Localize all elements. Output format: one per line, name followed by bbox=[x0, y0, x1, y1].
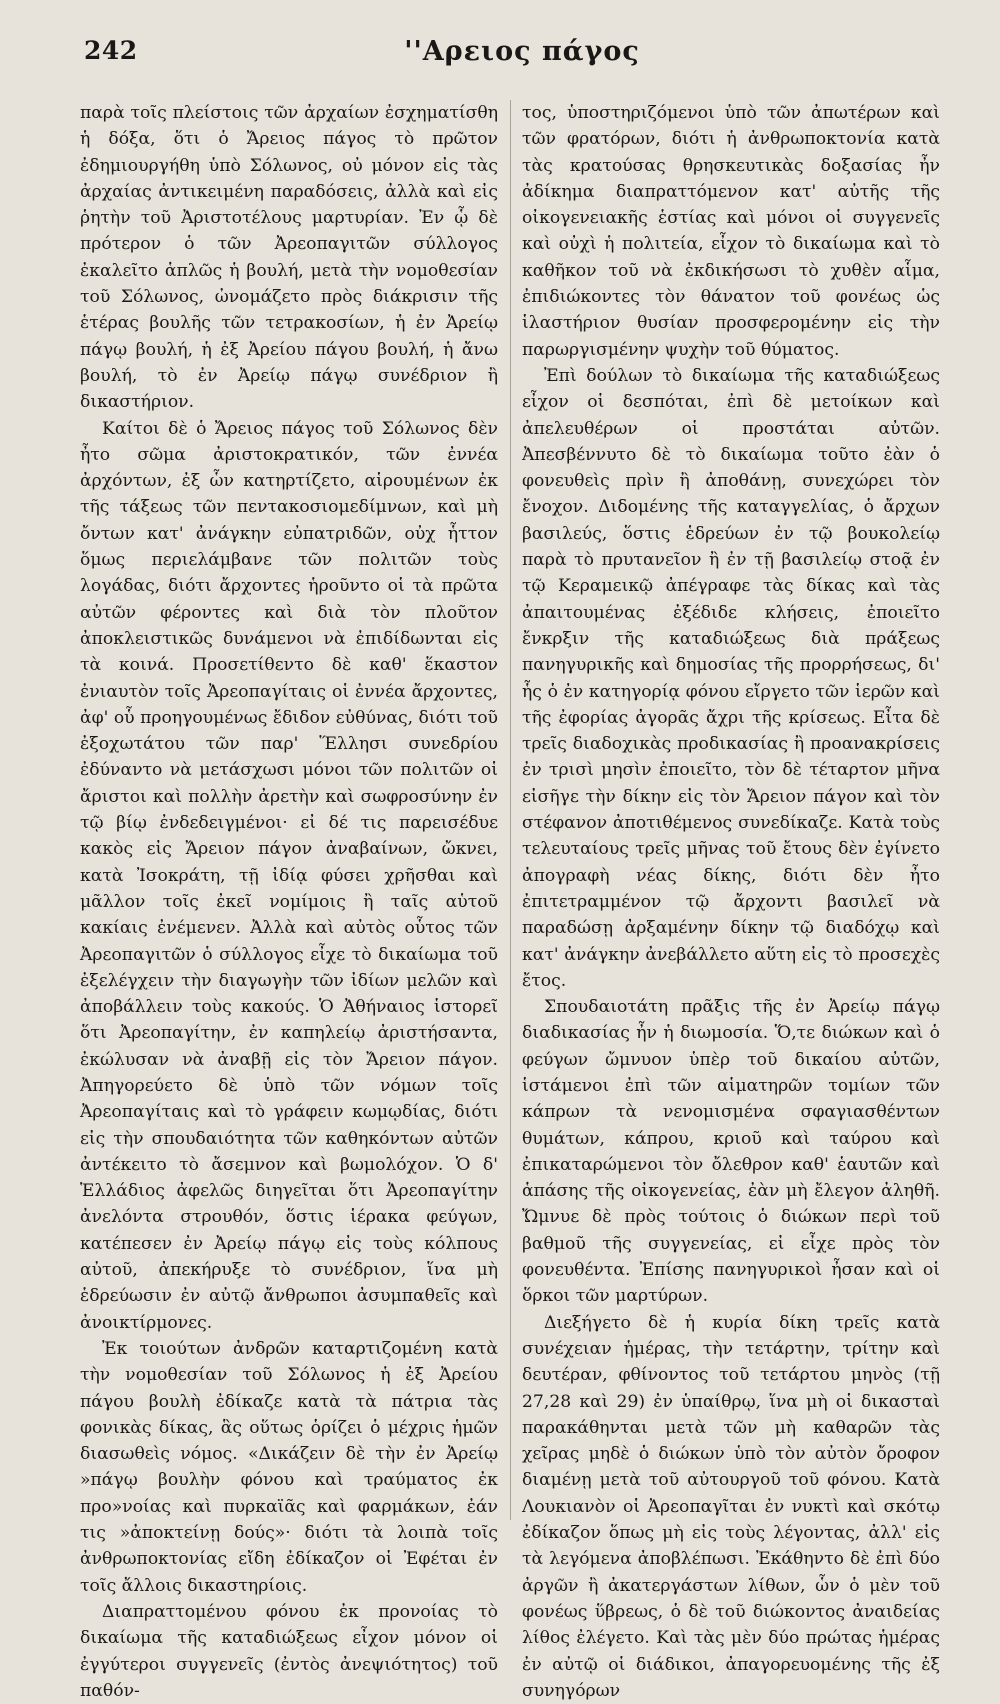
paragraph: Σπουδαιοτάτη πρᾶξις τῆς ἐν Ἀρείῳ πάγῳ διαδικασίας ἦν ἡ διωμοσία. Ὅ,τε διώκων καὶ ὁ φεύγων ὤμνυον ὑπὲρ τοῦ δικαίου αὐτῶν, ἱστάμενοι ἐπὶ τῶν αἱματηρῶν τομίων τῶν κάπρων τὰ νενομισμένα σφαγιασθέντων θυμάτων, κάπρου, κριοῦ καὶ ταύρου καὶ ἐπικαταρώμενοι τὸν ὄλεθρον καθ' ἑαυτῶν καὶ ἁπάσης τῆς οἰκογενείας, ἐὰν μὴ ἔλεγον ἀληθῆ. Ὤμνυε δὲ πρὸς τούτοις ὁ διώκων περὶ τοῦ βαθμοῦ τῆς συγγενείας, εἰ εἶχε πρὸς τὸν φονευθέντα. Ἐπίσης πανηγυρικοὶ ἦσαν καὶ οἱ ὅρκοι τῶν μαρτύρων. bbox=[522, 997, 940, 1307]
page-number: 242 bbox=[84, 36, 138, 65]
text-columns bbox=[80, 100, 940, 1701]
paragraph: Διαπραττομένου φόνου ἐκ προνοίας τὸ δικαίωμα τῆς καταδιώξεως εἶχον μόνον οἱ ἐγγύτεροι συγγενεῖς (ἐντὸς ἀνεψιότητος) τοῦ παθόν- bbox=[80, 1601, 498, 1701]
column-divider bbox=[510, 100, 511, 1520]
paragraph: τος, ὑποστηριζόμενοι ὑπὸ τῶν ἀπωτέρων καὶ τῶν φρατόρων, διότι ἡ ἀνθρωποκτονία κατὰ τὰς κρατούσας θρησκευτικὰς δοξασίας ἦν ἀδίκημα διαπραττόμενον κατ' αὐτῆς τῆς οἰκογενειακῆς ἑστίας καὶ μόνοι οἱ συγγενεῖς καὶ οὐχὶ ἡ πολιτεία, εἶχον τὸ δικαίωμα καὶ τὸ καθῆκον τοῦ νὰ ἐκδικήσωσι τὸ χυθὲν αἷμα, ἐπιδιώκοντες τὸν θάνατον τοῦ φονέως ὡς ἱλαστήριον θυσίαν προσφερομένην εἰς τὴν παρωργισμένην ψυχὴν τοῦ θύματος. bbox=[522, 103, 940, 360]
running-title: ''Αρειος πάγος bbox=[404, 36, 640, 67]
paragraph: Ἐκ τοιούτων ἀνδρῶν καταρτιζομένη κατὰ τὴν νομοθεσίαν τοῦ Σόλωνος ἡ ἐξ Ἀρείου πάγου βουλὴ ἐδίκαζε κατὰ τὰ πάτρια τὰς φονικὰς δίκας, ἃς οὕτως ὁρίζει ὁ μέχρις ἡμῶν διασωθεὶς νόμος. «Δικάζειν δὲ τὴν ἐν Ἀρείῳ »πάγῳ βουλὴν φόνου καὶ τραύματος ἐκ προ»νοίας καὶ πυρκαϊᾶς καὶ φαρμάκων, ἐάν τις »ἀποκτείνῃ δούς»· διότι τὰ λοιπὰ τοῖς ἀνθρωποκτονίας εἴδη ἐδίκαζον οἱ Ἐφέται ἐν τοῖς ἄλλοις δικαστηρίοις. bbox=[80, 1338, 498, 1596]
running-head bbox=[84, 36, 960, 82]
paragraph: Καίτοι δὲ ὁ Ἄρειος πάγος τοῦ Σόλωνος δὲν ἦτο σῶμα ἀριστοκρατικόν, τῶν ἐννέα ἀρχόντων, ἐξ ὧν κατηρτίζετο, αἱρουμένων ἐκ τῆς τάξεως τῶν πεντακοσιομεδίμνων, καὶ μὴ ὄντων κατ' ἀνάγκην εὐπατριδῶν, οὐχ ἧττον ὅμως περιελάμβανε τῶν πολιτῶν τοὺς λογάδας, διότι ἄρχοντες ἡροῦντο οἱ τὰ πρῶτα αὐτῶν φέροντες καὶ διὰ τὸν πλοῦτον ἀποκλειστικῶς δυνάμενοι νὰ ἐπιδίδωνται εἰς τὰ κοινά. Προσετίθεντο δὲ καθ' ἕκαστον ἐνιαυτὸν τοῖς Ἀρεοπαγίταις οἱ ἐννέα ἄρχοντες, ἀφ' οὗ προηγουμένως ἔδιδον εὐθύνας, διότι τοῦ ἐξοχωτάτου τῶν παρ' Ἕλλησι συνεδρίου ἐδύναντο νὰ μετάσχωσι μόνοι τῶν πολιτῶν οἱ ἄριστοι καὶ πολλὴν ἀρετὴν καὶ σωφροσύνην ἐν τῷ βίῳ ἐνδεδειγμένοι· εἰ δέ τις παρεισέδυε κακὸς εἰς Ἄρειον πάγον ἀναβαίνων, ὤκνει, κατὰ Ἰσοκράτη, τῇ ἰδίᾳ φύσει χρῆσθαι καὶ μᾶλλον τοῖς ἐκεῖ νομίμοις ἢ ταῖς αὑτοῦ κακίαις ἐνέμενεν. Ἀλλὰ καὶ αὐτὸς οὗτος τῶν Ἀρεοπαγιτῶν ὁ σύλλογος εἶχε τὸ δικαίωμα τοῦ ἐξελέγχειν τὴν διαγωγὴν τῶν ἰδίων μελῶν καὶ ἀποβάλλειν τοὺς κακούς. Ὁ Ἀθήναιος ἱστορεῖ ὅτι Ἀρεοπαγίτην, ἐν καπηλείῳ ἀριστήσαντα, ἐκώλυσαν νὰ ἀναβῇ εἰς τὸν Ἄρειον πάγον. Ἀπηγορεύετο δὲ ὑπὸ τῶν νόμων τοῖς Ἀρεοπαγίταις καὶ τὸ γράφειν κωμῳδίας, διότι εἰς τὴν σπουδαιότητα τῶν καθηκόντων αὐτῶν ἀντέκειτο τὸ ἄσεμνον καὶ βωμολόχον. Ὁ δ' Ἑλλάδιος ἀφελῶς διηγεῖται ὅτι Ἀρεοπαγίτην ἀνελόντα στρουθόν, ὅστις ἱέρακα φεύγων, κατέπεσεν ἐν Ἀρείῳ πάγῳ εἰς τοὺς κόλπους αὐτοῦ, ἀπεκήρυξε τὸ συνέδριον, ἵνα μὴ ἑδρεύωσιν ἐν αὐτῷ ἄνθρωποι ἀσυμπαθεῖς καὶ ἀνοικτίρμονες. bbox=[80, 418, 498, 1333]
paragraph: Διεξήγετο δὲ ἡ κυρία δίκη τρεῖς κατὰ συνέχειαν ἡμέρας, τὴν τετάρτην, τρίτην καὶ δευτέραν, φθίνοντος τοῦ τετάρτου μηνὸς (τῇ 27,28 καὶ 29) ἐν ὑπαίθρῳ, ἵνα μὴ οἱ δικασταὶ παρακάθηνται μετὰ τῶν μὴ καθαρῶν τὰς χεῖρας μηδὲ ὁ διώκων ὑπὸ τὸν αὐτὸν ὄροφον διαμένῃ μετὰ τοῦ αὐτουργοῦ τοῦ φόνου. Κατὰ Λουκιανὸν οἱ Ἀρεοπαγῖται ἐν νυκτὶ καὶ σκότῳ ἐδίκαζον ὅπως μὴ εἰς τοὺς λέγοντας, ἀλλ' εἰς τὰ λεγόμενα ἀποβλέπωσι. Ἐκάθηντο δὲ ἐπὶ δύο ἀργῶν ἢ ἀκατεργάστων λίθων, ὧν ὁ μὲν τοῦ φονέως ὕβρεως, ὁ δὲ τοῦ διώκοντος ἀναιδείας λίθος ἐλέγετο. Καὶ τὰς μὲν δύο πρώτας ἡμέρας ἐν αὐτῷ οἱ διάδικοι, ἀπαγορευομένης τῆς ἐξ συνηγόρων bbox=[522, 1312, 940, 1701]
paragraph: Ἐπὶ δούλων τὸ δικαίωμα τῆς καταδιώξεως εἶχον οἱ δεσπόται, ἐπὶ δὲ μετοίκων καὶ ἀπελευθέρων οἱ προστάται αὐτῶν. Ἀπεσβέννυτο δὲ τὸ δικαίωμα τοῦτο ἐὰν ὁ φονευθεὶς πρὶν ἢ ἀποθάνῃ, συνεχώρει τὸν ἔνοχον. Διδομένης τῆς καταγγελίας, ὁ ἄρχων βασιλεύς, ὅστις ἑδρεύων ἐν τῷ βουκολείῳ παρὰ τὸ πρυτανεῖον ἢ ἐν τῇ βασιλείῳ στοᾷ ἐν τῷ Κεραμεικῷ ἀπέγραφε τὰς δίκας καὶ τὰς ἀπαιτουμένας ἐξέδιδε κλήσεις, ἐποιεῖτο ἔνκρξιν τῆς καταδιώξεως διὰ πράξεως πανηγυρικῆς καὶ δημοσίας τῆς προρρήσεως, δι' ἧς ὁ ἐν κατηγορίᾳ φόνου εἴργετο τῶν ἱερῶν καὶ τῆς ἐφορίας ἀγορᾶς ἄχρι τῆς κρίσεως. Εἶτα δὲ τρεῖς διαδοχικὰς προδικασίας ἢ προανακρίσεις ἐν τρισὶ μησὶν ἐποιεῖτο, τὸν δὲ τέταρτον μῆνα εἰσῆγε τὴν δίκην εἰς τὸν Ἄρειον πάγον καὶ τὸν στέφανον ἀποτιθέμενος συνεδίκαζε. Κατὰ τοὺς τελευταίους τρεῖς μῆνας τοῦ ἔτους δὲν ἐγίνετο ἀπογραφὴ νέας δίκης, διότι δὲν ἦτο ἐπιτετραμμένον τῷ ἄρχοντι βασιλεῖ νὰ παραδώσῃ ἀρξαμένην δίκην τῷ διαδόχῳ καὶ κατ' ἀνάγκην ἀνεβάλλετο αὕτη εἰς τὸ προσεχὲς ἔτος. bbox=[522, 365, 940, 991]
paragraph: παρὰ τοῖς πλείστοις τῶν ἀρχαίων ἐσχηματίσθη ἡ δόξα, ὅτι ὁ Ἄρειος πάγος τὸ πρῶτον ἐδημιουργήθη ὑπὸ Σόλωνος, οὐ μόνον εἰς τὰς ἀρχαίας ἀντικειμένη παραδόσεις, ἀλλὰ καὶ εἰς ῥητὴν τοῦ Ἀριστοτέλους μαρτυρίαν. Ἐν ᾧ δὲ πρότερον ὁ τῶν Ἀρεοπαγιτῶν σύλλογος ἐκαλεῖτο ἁπλῶς ἡ βουλή, μετὰ τὴν νομοθεσίαν τοῦ Σόλωνος, ὠνομάζετο πρὸς διάκρισιν τῆς ἑτέρας βουλῆς τῶν τετρακοσίων, ἡ ἐν Ἀρείῳ πάγῳ βουλή, ἡ ἐξ Ἀρείου πάγου βουλή, ἡ ἄνω βουλή, τὸ ἐν Ἀρείῳ πάγῳ συνέδριον ἢ δικαστήριον. bbox=[80, 103, 498, 413]
left-column bbox=[80, 100, 498, 1701]
right-column bbox=[522, 100, 940, 1701]
